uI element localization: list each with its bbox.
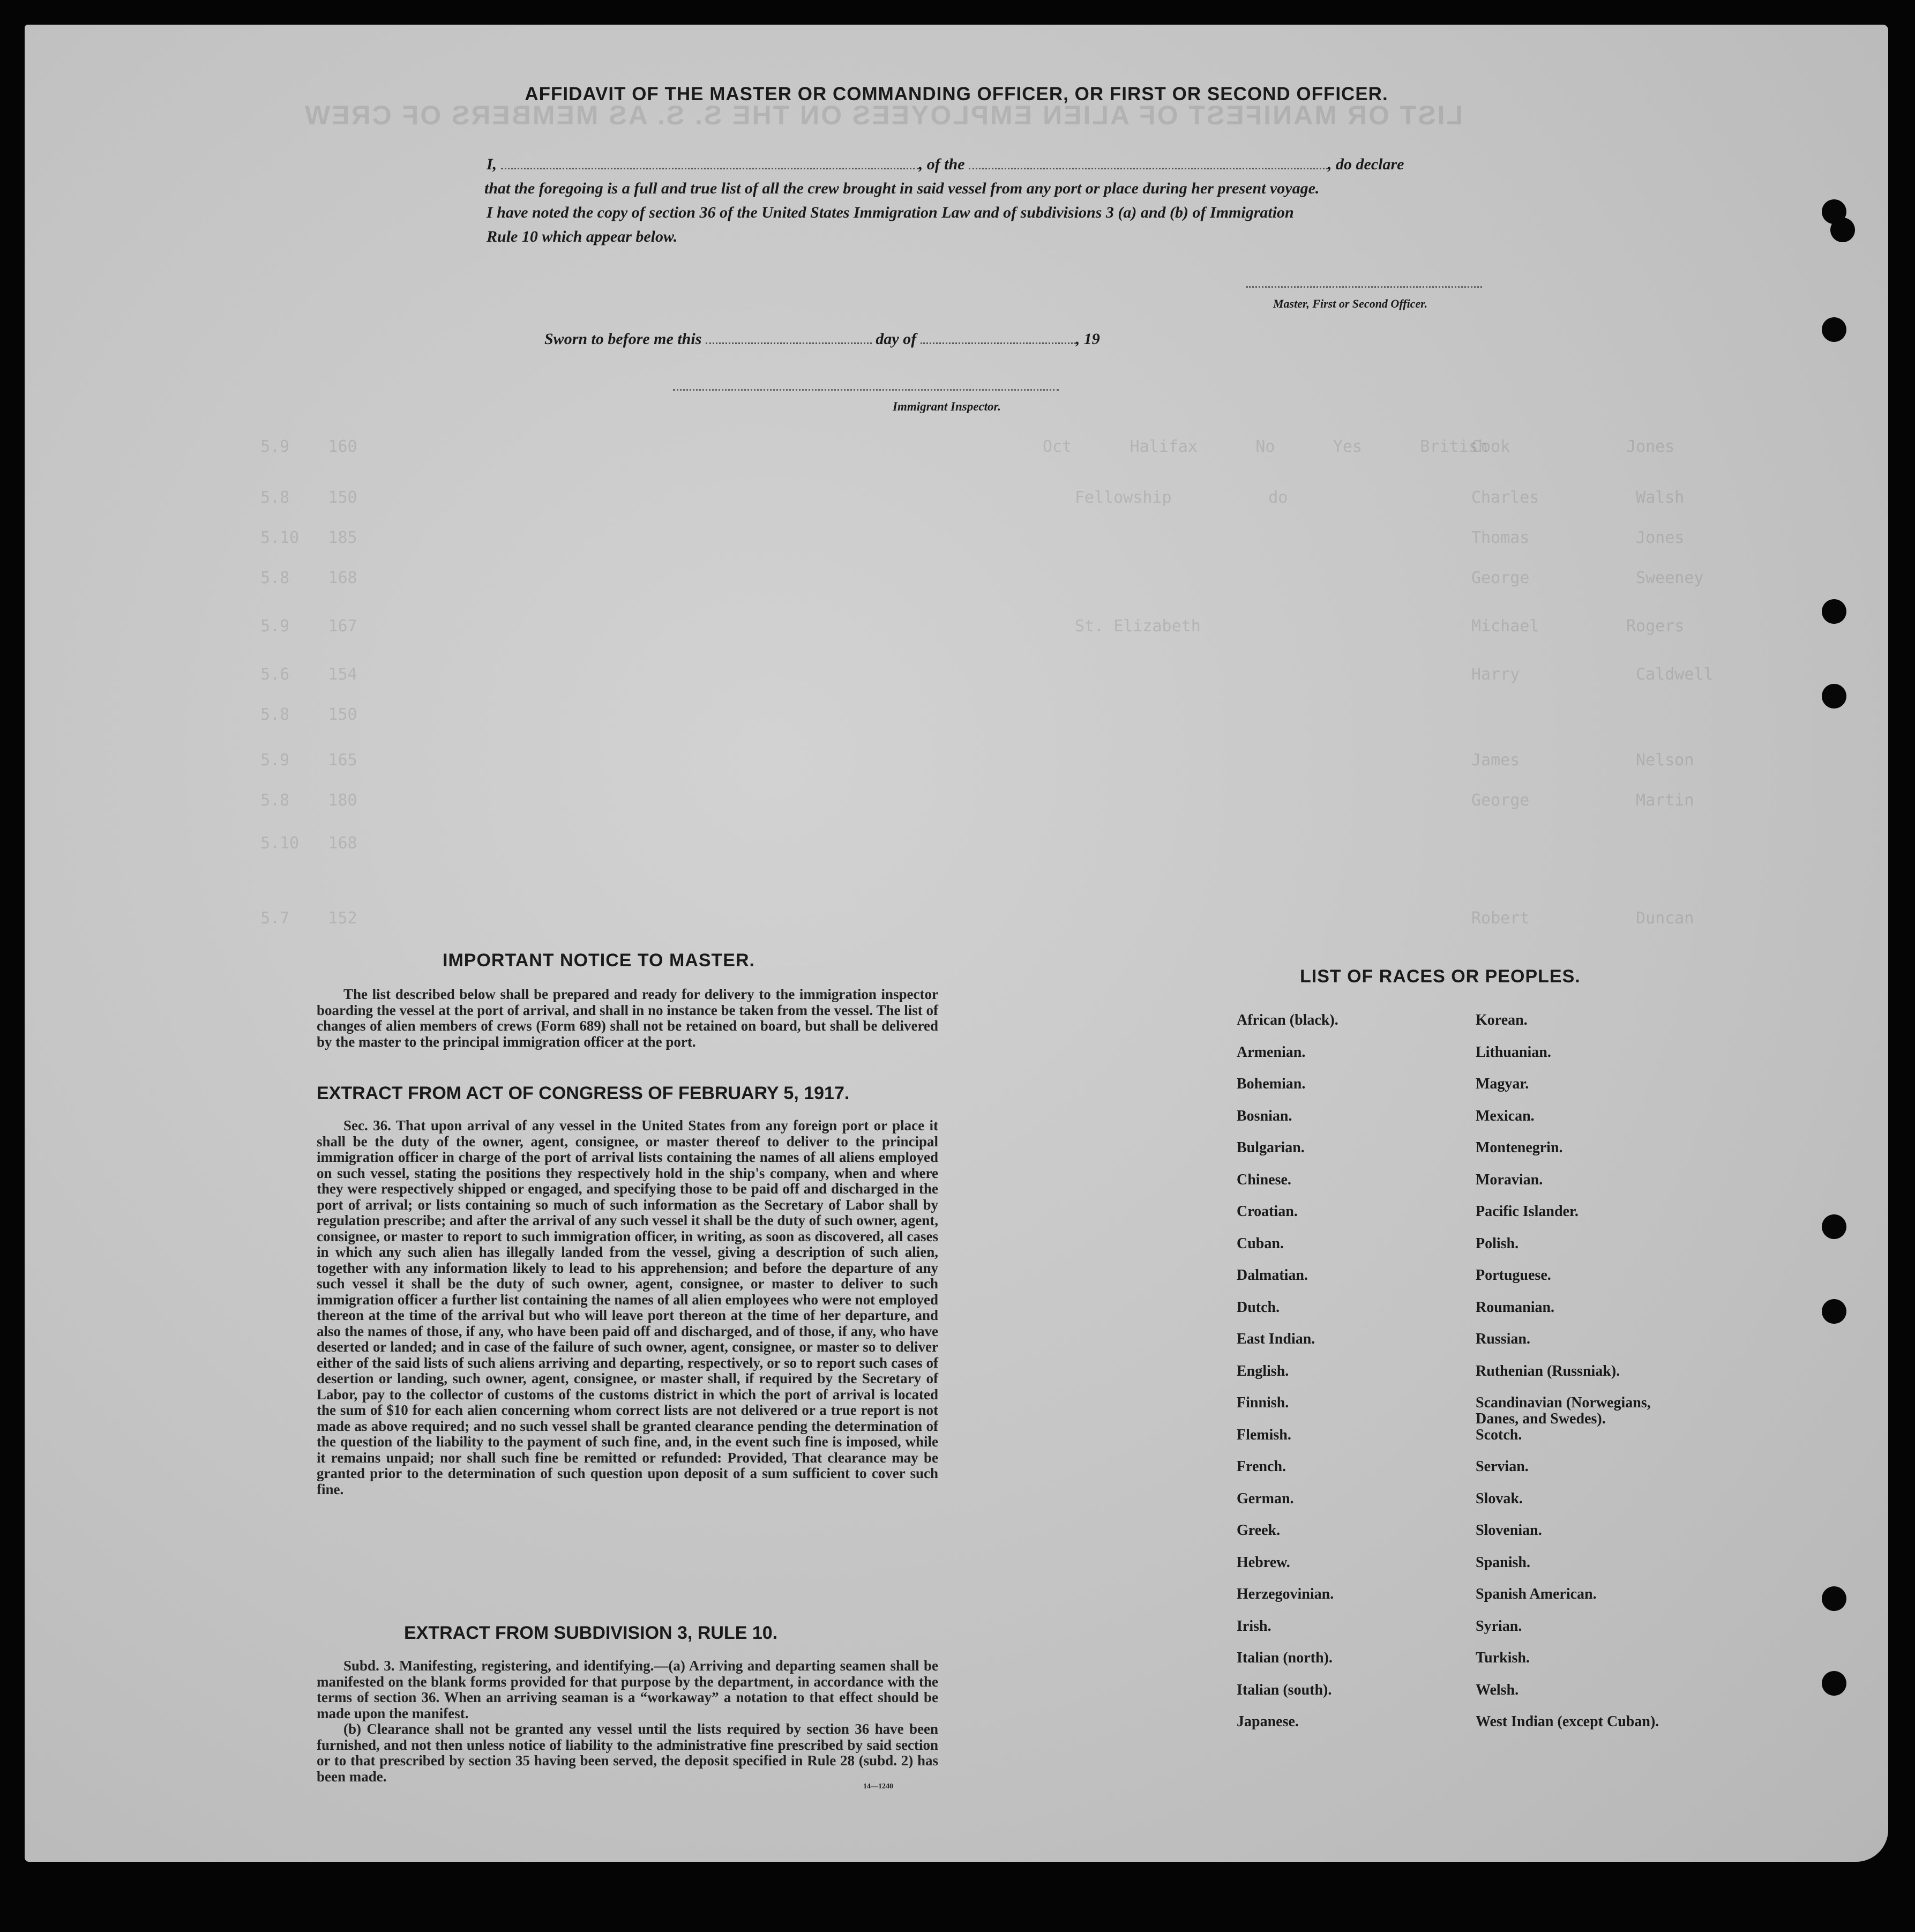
document-page: LIST OR MANIFEST OF ALIEN EMPLOYEES ON THE S. S. AS MEMBERS OF CREW Cook Jones Charles Walsh Thomas Jones George Sweeney Michael Rogers Harry Caldwell James Nelson George Martin Robert Duncan Oct Halifax No Yes British Fellowship do St. Elizabeth 5.9 160 5.8 150 5.10 185 5.8 168 5.9 167 5.6 154 5.8 150 5.9 165 5.8 180 5.10 168 5.7 152 AFFIDAVIT OF THE MASTER OR COMMANDING OFFICER, OR FIRST OR SECOND OFFICER. I, , of the , do declare that the foregoing is a full and true list of all the crew brought in said vessel from any port or place during her present voyage. I have noted the copy of section 36 of the United States Immigration Law and of subdivisions 3 (a) and (b) of Immigration Rule 10 which appear below. Master, First or Second Officer. Sworn to before me this day of , 19 Immigrant Inspector. IMPORTANT NOTICE TO MASTER. The list described below shall be prepared and ready for delivery to the immigration inspector boarding the vessel at the port of arrival, and shall in no instance be taken from the vessel. The list of changes of alien members of crews (Form 689) shall not be retained on board, but shall be delivered by the master to the principal immigration officer at the port. EXTRACT FROM ACT OF CONGRESS OF FEBRUARY 5, 1917. Sec. 36. That upon arrival of any vessel in the United States from any foreign port or place it shall be the duty of the owner, agent, consignee, or master thereof to deliver to the principal immigration officer in charge of the port of arrival lists containing the names of all aliens employed on such vessel, stating the positions they respectively hold in the ship's company, when and where they were respectively shipped or engaged, and specifying those to be paid off and discharged in the port of arrival; or lists containing so much of such information as the Secretary of Labor shall by regulation prescribe; and after the arrival of any such vessel it shall be the duty of such owner, agent, consignee, or master to report to such immigration officer, in writing, as soon as discovered, all cases in which any such alien has illegally landed from the vessel, giving a description of such alien, together with any information likely to lead to his apprehension; and before the departure of any such vessel it shall be the duty of such owner, agent, consignee, or master to deliver to such immigration officer a further list containing the names of all alien employees who were not employed thereon at the time of the arrival but who will leave port thereon at the time of her departure, and also the names of those, if any, who have been paid off and discharged, and of those, if any, who have deserted or landed; and in case of the failure of such owner, agent, consignee, or master so to deliver either of the said lists of such aliens arriving and departing, respectively, or so to report such cases of desertion or landing, such owner, agent, consignee, or master shall, if required by the Secretary of Labor, pay to the collector of customs of the customs district in which the port of arrival is located the sum of $10 for each alien concerning whom correct lists are not delivered or a true report is not made as above required; and no such vessel shall be granted clearance pending the determination of the question of the liability to the payment of such fine, and, in the event such fine is imposed, while it remains unpaid; nor shall such fine be remitted or refunded: Provided, That clearance may be granted prior to the determination of such question upon deposit of a sum sufficient to cover such fine. EXTRACT FROM SUBDIVISION 3, RULE 10. Subd. 3. Manifesting, registering, and identifying.—(a) Arriving and departing seamen shall be manifested on the blank forms provided for that purpose by the department, in accordance with the terms of section 36. When an arriving seaman is a “workaway” a notation to that effect should be made upon the manifest. (b) Clearance shall not be granted any vessel until the lists required by section 36 have been furnished, and not then unless notice of liability to the administrative fine prescribed by said section or to that prescribed by section 35 having been served, the deposit specified in Rule 28 (subd. 2) has been made. 14—1240 LIST OF RACES OR PEOPLES. African (black). Armenian. Bohemian. Bosnian. Bulgarian. Chinese. Croatian. Cuban. Dalmatian. Dutch. East Indian. English. Finnish. Flemish. French. German. Greek. Hebrew. Herzegovinian. Irish. Italian (north). Italian (south). Japanese. Korean. Lithuanian. Magyar. Mexican. Montenegrin. Moravian. Pacific Islander. Polish. Portuguese. Roumanian. Russian. Ruthenian (Russniak). Scandinavian (Norwegians, Danes, and Swedes). Scotch. Servian. Slovak. Slovenian. Spanish. Spanish American. Syrian. Turkish. Welsh. West Indian (except Cuban). [25,25,1888,1862]
race-item: Flemish. [1237,1426,1291,1443]
race-item: Ruthenian (Russniak). [1476,1362,1620,1379]
rule-para-b: (b) Clearance shall not be granted any vessel until the lists required by section 36 have been furnished, and not then unless notice of liability to the administrative fine prescribed by said section or to that prescribed by section 35 having been served, the deposit specified in Rule 28 (subd. 2) has been made. [317,1721,938,1785]
race-item: Armenian. [1237,1043,1306,1061]
punch-hole [1822,317,1846,342]
race-item: Montenegrin. [1476,1139,1563,1156]
race-item: Moravian. [1476,1171,1543,1188]
race-item: Cuban. [1237,1235,1284,1252]
race-item: French. [1237,1458,1286,1475]
race-item: Slovenian. [1476,1522,1542,1539]
punch-hole [1822,1299,1846,1324]
rule-para-a: Subd. 3. Manifesting, registering, and identifying.—(a) Arriving and departing seamen shall be manifested on the blank forms provided for that purpose by the department, in accordance with the terms of section 36. When an arriving seaman is a “workaway” a notation to that effect should be made upon the manifest. [317,1658,938,1721]
races-list-left [1237,1012,1494,1746]
affidavit-body [484,152,1531,249]
inspector-signature-line[interactable] [673,389,1059,391]
affidavit-of-the: , of the [918,155,965,173]
race-item: Polish. [1476,1235,1519,1252]
affidavit-line-2: that the foregoing is a full and true list of all the crew brought in said vessel from any port or place during her present voyage. [484,180,1320,197]
race-item: Lithuanian. [1476,1043,1551,1061]
race-item: Italian (north). [1237,1650,1333,1666]
race-item: English. [1237,1362,1289,1379]
act-extract-text [317,1118,938,1497]
notice-title: IMPORTANT NOTICE TO MASTER. [443,950,755,971]
affidavit-do-declare: , do declare [1328,155,1404,173]
race-item: Servian. [1476,1458,1529,1475]
affidavit-line-3: I have noted the copy of section 36 of the United States Immigration Law and of subdivisions 3 (a) and (b) of Immigration [487,204,1294,221]
race-item: German. [1237,1490,1294,1507]
race-item: Spanish. [1476,1554,1530,1571]
form-number: 14—1240 [863,1782,893,1791]
sworn-month-field[interactable] [921,333,1076,344]
affidavit-title: AFFIDAVIT OF THE MASTER OR COMMANDING OFFICER, OR FIRST OR SECOND OFFICER. [525,84,1388,105]
sworn-line [544,330,1100,348]
race-item: Greek. [1237,1522,1281,1539]
rule-extract-text [317,1658,938,1785]
vessel-field[interactable] [969,158,1328,169]
race-item: Japanese. [1237,1713,1299,1730]
punch-hole [1822,1671,1846,1696]
race-item: Mexican. [1476,1107,1535,1124]
punch-hole [1822,684,1846,708]
inspector-label: Immigrant Inspector. [893,400,1001,413]
race-item: Magyar. [1476,1076,1529,1092]
race-item: Syrian. [1476,1617,1522,1635]
race-item: Dalmatian. [1237,1267,1308,1284]
punch-hole [1822,599,1846,624]
act-extract-title: EXTRACT FROM ACT OF CONGRESS OF FEBRUARY 5, 1917. [317,1083,850,1103]
race-item: Irish. [1237,1617,1271,1635]
act-extract-paragraph: Sec. 36. That upon arrival of any vessel in the United States from any foreign port or place it shall be the duty of the owner, agent, consignee, or master thereof to deliver to the principal immigration officer in charge of the port of arrival lists containing the names of all aliens employed on such vessel, stating the positions they respectively hold in the ship's company, when and where they were respectively shipped or engaged, and specifying those to be paid off and discharged in the port of arrival; or lists containing so much of such information as the Secretary of Labor shall by regulation prescribe; and after the arrival of any such vessel it shall be the duty of such owner, agent, consignee, or master to report to such immigration officer, in writing, as soon as discovered, all cases in which any such alien has illegally landed from the vessel, giving a description of such alien, together with any information likely to lead to his apprehension; and before the departure of any such vessel it shall be the duty of such owner, agent, consignee, or master to deliver to such immigration officer a further list containing the names of all alien employees who were not employed thereon at the time of the arrival but who will leave port thereon at the time of her departure, and also the names of those, if any, who have been paid off and discharged, and of those, if any, who have deserted or landed; and in case of the failure of such owner, agent, consignee, or master so to deliver either of the said lists of such aliens arriving and departing, respectively, or so to report such cases of desertion or landing, such owner, agent, consignee, or master shall, if required by the Secretary of Labor, pay to the collector of customs of the customs district in which the port of arrival is located the sum of $10 for each alien concerning whom correct lists are not delivered or a true report is not made as above required; and no such vessel shall be granted clearance pending the determination of the question of the liability to the payment of such fine, and, in the event such fine is imposed, while it remains unpaid; nor shall such fine be remitted or refunded: Provided, That clearance may be granted prior to the determination of such question upon deposit of a sum sufficient to cover such fine. [317,1117,938,1497]
race-item: Italian (south). [1237,1681,1332,1698]
race-item: Russian. [1476,1331,1530,1347]
race-item: Portuguese. [1476,1267,1551,1284]
race-item: Bohemian. [1237,1076,1306,1092]
master-signature-line[interactable] [1246,286,1482,288]
sworn-day-of: day of [876,330,917,348]
rule-extract-title: EXTRACT FROM SUBDIVISION 3, RULE 10. [404,1623,778,1643]
race-item: Finnish. [1237,1394,1289,1411]
race-item: Dutch. [1237,1299,1280,1316]
races-title: LIST OF RACES OR PEOPLES. [1300,966,1581,987]
race-item: Turkish. [1476,1650,1530,1666]
race-item: Chinese. [1237,1171,1291,1188]
master-name-field[interactable] [501,158,919,169]
affidavit-i: I, [487,155,497,173]
race-item: Spanish American. [1476,1586,1597,1602]
race-item: Scandinavian (Norwegians, Danes, and Swedes). [1476,1394,1651,1427]
race-item: Herzegovinian. [1237,1586,1334,1602]
sworn-day-field[interactable] [706,333,872,344]
punch-hole [1830,218,1855,242]
race-item: African (black). [1237,1012,1338,1028]
sworn-year-prefix: , 19 [1075,330,1100,348]
race-item: Welsh. [1476,1681,1519,1698]
race-item: Roumanian. [1476,1299,1555,1316]
affidavit-line-4: Rule 10 which appear below. [487,228,678,245]
race-item: Korean. [1476,1012,1528,1028]
bleed-through-title: LIST OR MANIFEST OF ALIEN EMPLOYEES ON THE S. S. AS MEMBERS OF CREW [303,100,1463,130]
race-item: Bosnian. [1237,1107,1292,1124]
notice-paragraph: The list described below shall be prepared and ready for delivery to the immigration inspector boarding the vessel at the port of arrival, and shall in no instance be taken from the vessel. The list of changes of alien members of crews (Form 689) shall not be retained on board, but shall be delivered by the master to the principal immigration officer at the port. [317,986,939,1050]
races-list-right [1476,1012,1754,1746]
race-item: Bulgarian. [1237,1139,1305,1156]
race-item: Hebrew. [1237,1554,1290,1571]
race-item: East Indian. [1237,1331,1315,1347]
sworn-start: Sworn to before me this [544,330,702,348]
notice-text [317,987,938,1050]
race-item: Pacific Islander. [1476,1203,1579,1220]
race-item: Croatian. [1237,1203,1298,1220]
punch-hole [1822,1214,1846,1239]
race-item: West Indian (except Cuban). [1476,1713,1659,1730]
punch-hole [1822,1586,1846,1611]
race-item: Scotch. [1476,1426,1522,1443]
race-item: Slovak. [1476,1490,1523,1507]
master-signature-label: Master, First or Second Officer. [1273,297,1428,310]
